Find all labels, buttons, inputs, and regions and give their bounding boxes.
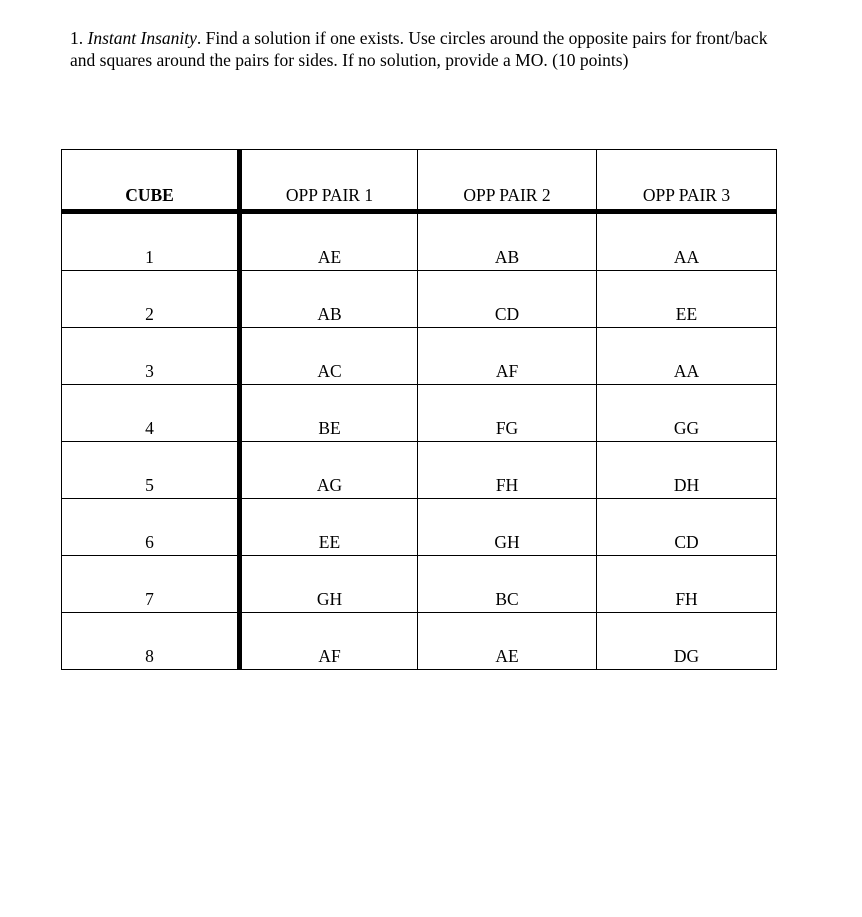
opp-pair-2-cell: CD [418,271,597,328]
table-row [62,271,777,328]
table-row [62,499,777,556]
opp-pair-2-cell: BC [418,556,597,613]
opp-pair-1-cell: AB [240,271,418,328]
opp-pair-2-cell: GH [418,499,597,556]
header-cube: CUBE [62,150,240,212]
opp-pair-1-cell: GH [240,556,418,613]
header-opp-pair-2: OPP PAIR 2 [418,150,597,212]
opp-pair-1-cell: AG [240,442,418,499]
opp-pair-2-cell: AF [418,328,597,385]
opp-pair-1-cell: AF [240,613,418,670]
opp-pair-3-cell: FH [597,556,777,613]
cube-pairs-table [61,149,777,670]
cube-number-cell: 7 [62,556,240,613]
opp-pair-1-cell: AE [240,212,418,271]
cube-number-cell: 3 [62,328,240,385]
cube-number-cell: 2 [62,271,240,328]
opp-pair-2-cell: AE [418,613,597,670]
table-row [62,328,777,385]
opp-pair-3-cell: CD [597,499,777,556]
question-prompt [70,27,790,71]
opp-pair-2-cell: FH [418,442,597,499]
opp-pair-1-cell: BE [240,385,418,442]
table-header-row [62,150,777,212]
opp-pair-3-cell: AA [597,328,777,385]
opp-pair-1-cell: AC [240,328,418,385]
cube-number-cell: 5 [62,442,240,499]
table-row [62,442,777,499]
table-row [62,385,777,442]
question-number: 1. [70,28,84,48]
cube-number-cell: 4 [62,385,240,442]
opp-pair-3-cell: DG [597,613,777,670]
header-opp-pair-1: OPP PAIR 1 [240,150,418,212]
cube-number-cell: 1 [62,212,240,271]
opp-pair-3-cell: DH [597,442,777,499]
opp-pair-2-cell: FG [418,385,597,442]
opp-pair-3-cell: EE [597,271,777,328]
table-row [62,613,777,670]
question-title: Instant Insanity [87,28,197,48]
table-row [62,556,777,613]
table-row [62,212,777,271]
opp-pair-3-cell: AA [597,212,777,271]
opp-pair-1-cell: EE [240,499,418,556]
question-text: . Find a solution if one exists. Use circles around the opposite pairs for front/back and squares around the pairs for sides. If no solution, provide a MO. (10 points) [70,28,768,70]
opp-pair-3-cell: GG [597,385,777,442]
header-opp-pair-3: OPP PAIR 3 [597,150,777,212]
cube-number-cell: 8 [62,613,240,670]
opp-pair-2-cell: AB [418,212,597,271]
cube-number-cell: 6 [62,499,240,556]
